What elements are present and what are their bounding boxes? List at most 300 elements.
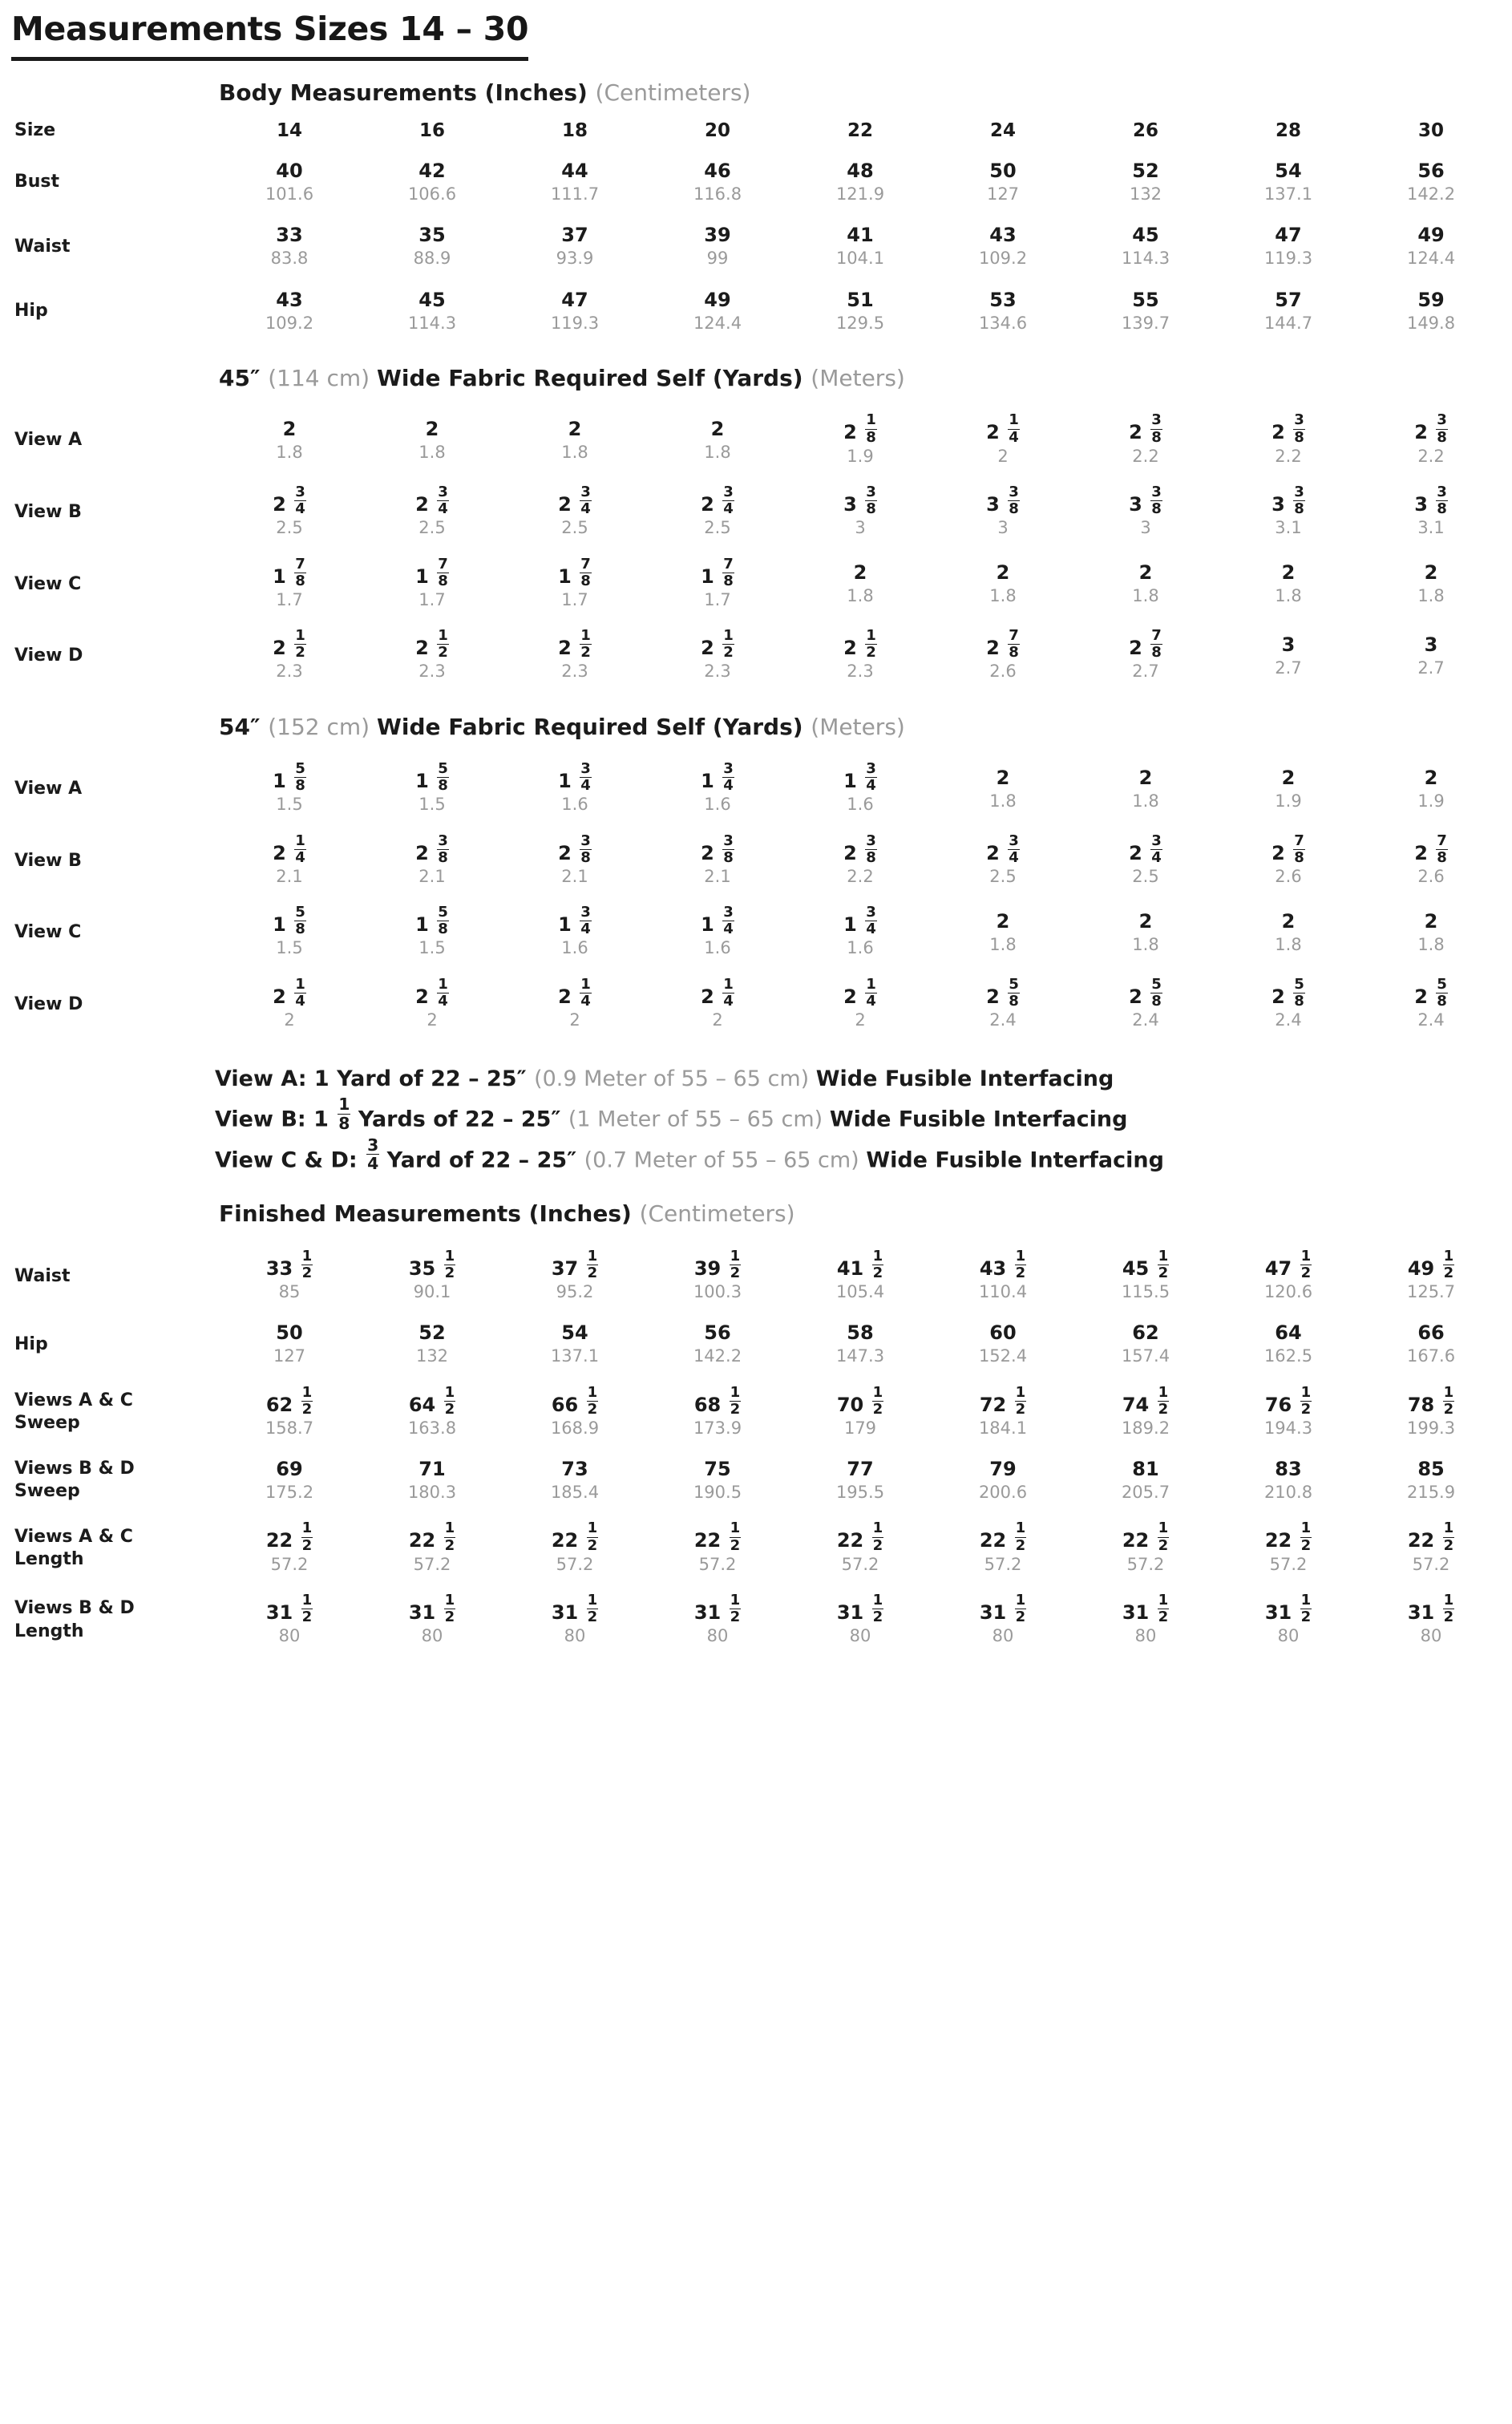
measure-cell (361, 1512, 503, 1584)
value-cm: 1.8 (989, 934, 1017, 954)
value-cm: 158.7 (265, 1418, 314, 1438)
value-inches: 43 $\frac{1}{2}$ (979, 1247, 1026, 1281)
value-inches: 2 $\frac{5}{8}$ (1414, 975, 1447, 1010)
value-inches: 46 (704, 159, 731, 182)
value-inches: 2 (568, 418, 582, 441)
value-cm: 139.7 (1121, 313, 1170, 333)
measure-cell (789, 969, 932, 1041)
value-cm: 80 (1134, 1626, 1157, 1646)
measure-cell (218, 548, 361, 621)
value-inches: 2 $\frac{1}{4}$ (273, 975, 305, 1010)
size-label: Size (14, 120, 56, 141)
section-heading: 45″ (114 cm) Wide Fabric Required Self (Yards) (Meters) (219, 365, 905, 392)
size-header-cell: 18 (561, 120, 588, 142)
value-cm: 105.4 (835, 1281, 885, 1301)
value-cm: 215.9 (1406, 1483, 1456, 1503)
value-cm: 93.9 (556, 249, 594, 269)
measure-cell (646, 279, 789, 343)
value-inches: 2 (282, 418, 297, 441)
value-cm: 57.2 (698, 1554, 737, 1574)
value-cm: 2 (855, 1010, 866, 1030)
value-cm: 175.2 (265, 1483, 314, 1503)
value-inches: 2 (1138, 909, 1153, 933)
value-cm: 152.4 (978, 1346, 1028, 1366)
value-cm: 115.5 (1121, 1281, 1170, 1301)
value-inches: 2 $\frac{7}{8}$ (1271, 832, 1304, 866)
value-cm: 2.3 (704, 662, 731, 682)
value-cm: 124.4 (693, 313, 742, 333)
value-inches: 62 $\frac{1}{2}$ (265, 1383, 313, 1418)
measure-cell (1360, 1584, 1502, 1657)
value-inches: 2 $\frac{7}{8}$ (986, 627, 1019, 662)
measure-cell (1074, 150, 1217, 214)
value-cm: 1.8 (989, 791, 1017, 811)
value-inches: 52 (1132, 159, 1159, 182)
value-cm: 185.4 (550, 1483, 600, 1503)
row-label: View C (14, 922, 82, 943)
measure-cell (932, 896, 1074, 969)
value-cm: 2.6 (1417, 866, 1445, 886)
value-cm: 210.8 (1263, 1483, 1313, 1503)
measure-cell (1217, 896, 1360, 969)
value-cm: 1.5 (418, 938, 446, 958)
value-cm: 163.8 (407, 1418, 457, 1438)
measure-cell (1360, 753, 1502, 825)
measure-cell (218, 214, 361, 278)
value-inches: 3 (1424, 633, 1438, 656)
value-inches: 2 $\frac{1}{4}$ (273, 832, 305, 866)
value-cm: 80 (992, 1626, 1014, 1646)
value-cm: 1.8 (1275, 934, 1302, 954)
measure-cell (218, 1584, 361, 1657)
value-cm: 99 (706, 249, 729, 269)
measure-cell (1217, 1312, 1360, 1376)
value-cm: 80 (706, 1626, 729, 1646)
value-cm: 57.2 (841, 1554, 879, 1574)
measure-cell (1217, 404, 1360, 476)
value-cm: 1.8 (1132, 934, 1159, 954)
value-inches: 2 $\frac{3}{4}$ (558, 483, 591, 518)
value-inches: 35 (418, 224, 446, 247)
value-cm: 2 (427, 1010, 438, 1030)
page-title: Measurements Sizes 14 – 30 (11, 11, 528, 61)
value-cm: 104.1 (835, 249, 885, 269)
measure-cell (1360, 150, 1502, 214)
value-inches: 22 $\frac{1}{2}$ (836, 1520, 883, 1554)
measure-cell (218, 1448, 361, 1512)
value-inches: 49 $\frac{1}{2}$ (1407, 1247, 1454, 1281)
table-row (11, 969, 1502, 1041)
measure-cell (218, 404, 361, 476)
value-inches: 2 $\frac{3}{4}$ (986, 832, 1019, 866)
value-inches: 31 $\frac{1}{2}$ (1407, 1592, 1454, 1626)
value-cm: 57.2 (556, 1554, 594, 1574)
value-inches: 2 $\frac{3}{8}$ (1271, 411, 1304, 446)
value-cm: 2.3 (847, 662, 874, 682)
value-inches: 42 (418, 159, 446, 182)
value-cm: 57.2 (270, 1554, 309, 1574)
spacer (11, 61, 218, 119)
measure-cell (503, 476, 646, 548)
section-heading-cell (218, 1182, 1502, 1240)
value-inches: 2 $\frac{3}{4}$ (415, 483, 448, 518)
value-inches: 31 $\frac{1}{2}$ (1122, 1592, 1169, 1626)
value-cm: 2.3 (276, 662, 303, 682)
value-inches: 66 (1417, 1321, 1445, 1345)
value-cm: 184.1 (978, 1418, 1028, 1438)
measure-cell (789, 214, 932, 278)
measure-cell (646, 620, 789, 692)
value-cm: 2.3 (561, 662, 588, 682)
table-row (11, 825, 1502, 897)
measure-cell (361, 279, 503, 343)
value-inches: 41 (847, 224, 874, 247)
value-inches: 1 $\frac{3}{4}$ (843, 760, 876, 795)
spacer (11, 692, 218, 753)
value-inches: 2 (853, 561, 867, 585)
measure-cell (646, 1377, 789, 1449)
value-cm: 2.4 (1417, 1010, 1445, 1030)
value-cm: 114.3 (407, 313, 457, 333)
value-cm: 2.7 (1275, 658, 1302, 678)
value-cm: 83.8 (270, 249, 309, 269)
value-cm: 127 (986, 184, 1020, 204)
measure-cell (1074, 214, 1217, 278)
value-cm: 147.3 (835, 1346, 885, 1366)
value-cm: 106.6 (407, 184, 457, 204)
measure-cell (1217, 1584, 1360, 1657)
measure-cell (361, 214, 503, 278)
measure-cell (1360, 969, 1502, 1041)
value-cm: 2 (997, 446, 1009, 466)
measure-cell (1074, 620, 1217, 692)
value-cm: 57.2 (1412, 1554, 1450, 1574)
value-cm: 119.3 (1263, 249, 1313, 269)
measure-cell (1217, 1512, 1360, 1584)
measure-cell (789, 825, 932, 897)
measure-cell (932, 620, 1074, 692)
size-header-cell: 30 (1418, 120, 1445, 142)
measure-cell (789, 1512, 932, 1584)
measure-cell (1074, 1312, 1217, 1376)
value-cm: 189.2 (1121, 1418, 1170, 1438)
value-cm: 142.2 (693, 1346, 742, 1366)
value-inches: 3 $\frac{3}{8}$ (1414, 483, 1447, 518)
measure-cell (503, 150, 646, 214)
measure-cell (503, 1448, 646, 1512)
value-inches: 2 $\frac{1}{2}$ (273, 627, 305, 662)
measure-cell (932, 150, 1074, 214)
measure-cell (1360, 476, 1502, 548)
value-cm: 110.4 (978, 1281, 1028, 1301)
table-row (11, 279, 1502, 343)
value-inches: 22 $\frac{1}{2}$ (693, 1520, 741, 1554)
value-inches: 35 $\frac{1}{2}$ (408, 1247, 455, 1281)
value-inches: 1 $\frac{3}{4}$ (558, 904, 591, 938)
value-cm: 1.5 (276, 938, 303, 958)
value-inches: 3 $\frac{3}{8}$ (1271, 483, 1304, 518)
measure-cell (646, 1312, 789, 1376)
value-inches: 22 $\frac{1}{2}$ (1122, 1520, 1169, 1554)
value-cm: 116.8 (693, 184, 742, 204)
value-cm: 2.4 (1132, 1010, 1159, 1030)
value-inches: 2 $\frac{1}{4}$ (415, 975, 448, 1010)
value-cm: 119.3 (550, 313, 600, 333)
value-inches: 39 (704, 224, 731, 247)
table-row (11, 753, 1502, 825)
value-inches: 1 $\frac{3}{4}$ (701, 904, 734, 938)
value-cm: 124.4 (1406, 249, 1456, 269)
value-inches: 22 $\frac{1}{2}$ (979, 1520, 1026, 1554)
value-cm: 1.8 (989, 586, 1017, 606)
measure-cell (1074, 1377, 1217, 1449)
value-inches: 2 (996, 766, 1010, 789)
value-inches: 52 (418, 1321, 446, 1345)
value-cm: 1.6 (847, 938, 874, 958)
value-cm: 190.5 (693, 1483, 742, 1503)
measure-cell (932, 548, 1074, 621)
value-inches: 47 (1275, 224, 1302, 247)
finished-table-body (11, 1182, 1502, 1656)
section-heading: Finished Measurements (Inches) (Centimeters) (219, 1200, 795, 1228)
measure-cell (218, 825, 361, 897)
value-inches: 72 $\frac{1}{2}$ (979, 1383, 1026, 1418)
row-label: Waist (14, 1265, 71, 1286)
measure-cell (1074, 548, 1217, 621)
measure-cell (218, 1512, 361, 1584)
value-inches: 2 $\frac{3}{8}$ (843, 832, 876, 866)
value-cm: 85 (278, 1281, 301, 1301)
value-cm: 180.3 (407, 1483, 457, 1503)
value-inches: 2 $\frac{3}{8}$ (415, 832, 448, 866)
measure-cell (932, 825, 1074, 897)
value-inches: 2 $\frac{1}{4}$ (843, 975, 876, 1010)
row-label: View A (14, 430, 83, 451)
measure-cell (789, 279, 932, 343)
measure-cell (218, 1240, 361, 1313)
value-cm: 194.3 (1263, 1418, 1313, 1438)
value-cm: 57.2 (1126, 1554, 1165, 1574)
measure-cell (503, 753, 646, 825)
measure-cell (503, 1312, 646, 1376)
value-cm: 1.6 (847, 795, 874, 815)
value-inches: 51 (847, 288, 874, 311)
value-cm: 179 (843, 1418, 877, 1438)
value-inches: 2 $\frac{7}{8}$ (1129, 627, 1162, 662)
row-label: Views B & D Sweep (14, 1458, 135, 1502)
table-row (11, 476, 1502, 548)
value-cm: 114.3 (1121, 249, 1170, 269)
value-inches: 31 $\frac{1}{2}$ (693, 1592, 741, 1626)
value-inches: 22 $\frac{1}{2}$ (408, 1520, 455, 1554)
value-cm: 200.6 (978, 1483, 1028, 1503)
value-inches: 22 $\frac{1}{2}$ (1407, 1520, 1454, 1554)
value-cm: 1.7 (276, 589, 303, 609)
measure-cell (646, 1448, 789, 1512)
value-inches: 68 $\frac{1}{2}$ (693, 1383, 741, 1418)
measure-cell (503, 214, 646, 278)
value-cm: 205.7 (1121, 1483, 1170, 1503)
interfacing-note: View B: 1 $\frac{1}{8}$ Yards of 22 – 25″ (1 Meter of 55 – 65 cm) Wide Fusible Interfacing (215, 1095, 1128, 1133)
value-cm: 2.7 (1417, 658, 1445, 678)
value-inches: 22 $\frac{1}{2}$ (1264, 1520, 1312, 1554)
value-cm: 100.3 (693, 1281, 742, 1301)
value-inches: 83 (1275, 1458, 1302, 1481)
value-inches: 39 $\frac{1}{2}$ (693, 1247, 741, 1281)
interfacing-notes (215, 1062, 1498, 1177)
value-cm: 125.7 (1406, 1281, 1456, 1301)
value-cm: 121.9 (835, 184, 885, 204)
row-label: Views A & C Sweep (14, 1390, 133, 1434)
table-row (11, 404, 1502, 476)
row-label: Hip (14, 301, 48, 322)
value-inches: 71 (418, 1458, 446, 1481)
value-inches: 43 (276, 288, 303, 311)
measure-cell (1074, 753, 1217, 825)
value-inches: 62 (1132, 1321, 1159, 1345)
value-cm: 1.9 (1417, 791, 1445, 811)
value-inches: 74 $\frac{1}{2}$ (1122, 1383, 1169, 1418)
value-inches: 49 (704, 288, 731, 311)
value-cm: 2.2 (1132, 446, 1159, 466)
table-row (11, 1240, 1502, 1313)
measure-cell (932, 404, 1074, 476)
value-inches: 55 (1132, 288, 1159, 311)
measure-cell (789, 753, 932, 825)
section-heading-cell (218, 61, 1502, 119)
measure-cell (1360, 896, 1502, 969)
measure-cell (361, 1312, 503, 1376)
size-header-cell: 22 (847, 120, 873, 142)
section-heading-cell (218, 343, 1502, 404)
value-cm: 2.6 (1275, 866, 1302, 886)
value-cm: 144.7 (1263, 313, 1313, 333)
value-cm: 1.8 (276, 443, 303, 463)
measure-cell (218, 476, 361, 548)
value-inches: 1 $\frac{5}{8}$ (273, 904, 305, 938)
value-cm: 3.1 (1275, 518, 1302, 538)
value-inches: 3 $\frac{3}{8}$ (1129, 483, 1162, 518)
value-cm: 2.5 (704, 518, 731, 538)
value-inches: 2 $\frac{3}{4}$ (1129, 832, 1162, 866)
value-inches: 56 (704, 1321, 731, 1345)
value-cm: 57.2 (413, 1554, 451, 1574)
value-inches: 2 (425, 418, 439, 441)
value-inches: 81 (1132, 1458, 1159, 1481)
value-inches: 31 $\frac{1}{2}$ (265, 1592, 313, 1626)
value-inches: 1 $\frac{3}{4}$ (558, 760, 591, 795)
measure-cell (1360, 214, 1502, 278)
value-inches: 50 (989, 159, 1017, 182)
measure-cell (503, 1240, 646, 1313)
measure-cell (503, 620, 646, 692)
value-inches: 2 $\frac{5}{8}$ (1271, 975, 1304, 1010)
value-inches: 60 (989, 1321, 1017, 1345)
value-cm: 1.5 (276, 795, 303, 815)
value-cm: 168.9 (550, 1418, 600, 1438)
interfacing-note: View C & D: $\frac{3}{4}$ Yard of 22 – 25″ (0.7 Meter of 55 – 65 cm) Wide Fusible Interfacing (215, 1135, 1164, 1174)
value-cm: 3 (855, 518, 866, 538)
value-inches: 2 (1424, 561, 1438, 585)
value-inches: 1 $\frac{5}{8}$ (273, 760, 305, 795)
value-cm: 2.7 (1132, 662, 1159, 682)
value-inches: 33 (276, 224, 303, 247)
value-cm: 2.2 (1417, 446, 1445, 466)
value-cm: 1.7 (561, 589, 588, 609)
value-inches: 47 (561, 288, 588, 311)
value-inches: 2 (1138, 561, 1153, 585)
value-inches: 3 $\frac{3}{8}$ (843, 483, 876, 518)
size-header-cell: 26 (1132, 120, 1158, 142)
value-cm: 2.5 (1132, 866, 1159, 886)
value-inches: 1 $\frac{7}{8}$ (273, 555, 305, 589)
size-header-cell: 14 (276, 120, 302, 142)
measure-cell (361, 896, 503, 969)
measure-cell (361, 1377, 503, 1449)
value-cm: 134.6 (978, 313, 1028, 333)
value-cm: 137.1 (1263, 184, 1313, 204)
measure-cell (218, 620, 361, 692)
value-inches: 1 $\frac{7}{8}$ (558, 555, 591, 589)
value-inches: 49 (1417, 224, 1445, 247)
value-inches: 48 (847, 159, 874, 182)
spacer (11, 1182, 218, 1240)
value-cm: 57.2 (984, 1554, 1022, 1574)
measure-cell (789, 548, 932, 621)
value-inches: 2 $\frac{5}{8}$ (986, 975, 1019, 1010)
value-cm: 80 (421, 1626, 443, 1646)
value-cm: 120.6 (1263, 1281, 1313, 1301)
row-label: View C (14, 573, 82, 594)
value-inches: 22 $\frac{1}{2}$ (265, 1520, 313, 1554)
value-inches: 3 (1281, 633, 1296, 656)
measure-cell (1360, 1240, 1502, 1313)
table-row (11, 896, 1502, 969)
value-inches: 2 $\frac{3}{4}$ (273, 483, 305, 518)
table-row (11, 620, 1502, 692)
measure-cell (932, 969, 1074, 1041)
value-cm: 90.1 (413, 1281, 451, 1301)
measure-cell (646, 825, 789, 897)
value-cm: 127 (273, 1346, 306, 1366)
value-inches: 85 (1417, 1458, 1445, 1481)
measure-cell (218, 753, 361, 825)
measure-cell (789, 150, 932, 214)
value-inches: 2 $\frac{7}{8}$ (1414, 832, 1447, 866)
value-cm: 162.5 (1263, 1346, 1313, 1366)
value-inches: 2 (996, 561, 1010, 585)
value-cm: 80 (849, 1626, 871, 1646)
value-cm: 109.2 (978, 249, 1028, 269)
measure-cell (218, 150, 361, 214)
value-inches: 69 (276, 1458, 303, 1481)
value-inches: 1 $\frac{7}{8}$ (415, 555, 448, 589)
value-inches: 3 $\frac{3}{8}$ (986, 483, 1019, 518)
table-row (11, 150, 1502, 214)
measure-cell (503, 404, 646, 476)
value-inches: 56 (1417, 159, 1445, 182)
value-inches: 37 $\frac{1}{2}$ (551, 1247, 598, 1281)
value-inches: 2 $\frac{3}{8}$ (701, 832, 734, 866)
measure-cell (218, 279, 361, 343)
value-cm: 173.9 (693, 1418, 742, 1438)
measure-cell (646, 969, 789, 1041)
value-inches: 76 $\frac{1}{2}$ (1264, 1383, 1312, 1418)
measure-cell (1360, 404, 1502, 476)
value-cm: 1.6 (561, 795, 588, 815)
measure-cell (1360, 1312, 1502, 1376)
value-cm: 80 (1277, 1626, 1300, 1646)
